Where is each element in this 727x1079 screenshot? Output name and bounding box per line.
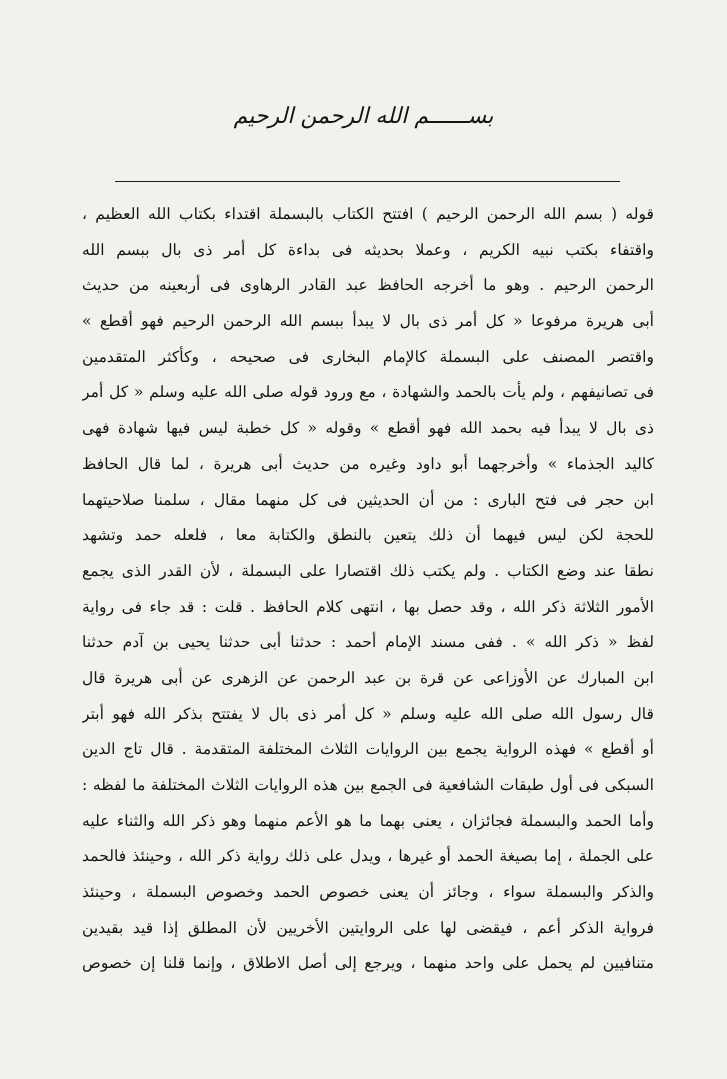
text-line: واقتفاء بكتب نبيه الكريم ، وعملا بحديثه فى بداءة كل أمر ذى بال ببسم الله [82, 240, 654, 259]
text-line: أبى هريرة مرفوعا « كل أمر ذى بال لا يبدأ ببسم الله الرحمن الرحيم فهو أقطع » [82, 312, 654, 331]
text-line: متنافيين لم يحمل على واحد منهما ، ويرجع إلى أصل الاطلاق ، وإنما قلنا إن خصوص [82, 954, 654, 973]
header-divider [115, 181, 620, 182]
text-line: على الجملة ، إما بصيغة الحمد أو غيرها ، ويدل على ذلك رواية ذكر الله ، وحينئذ فالحمد [82, 847, 654, 866]
body-text [82, 197, 654, 982]
text-line: فى تصانيفهم ، ولم يأت بالحمد والشهادة ، مع ورود قوله صلى الله عليه وسلم « كل أمر [82, 383, 654, 402]
text-line: للحجة لكن ليس فيهما أن ذلك يتعين بالنطق والكتابة معا ، فلعله حمد وتشهد [82, 526, 654, 545]
text-line: السبكى فى أول طبقات الشافعية فى الجمع بين هذه الروايات الثلاث المختلفة ما لفظه : [82, 776, 654, 794]
text-line: ابن حجر فى فتح البارى : من أن الحديثين فى كل منهما مقال ، سلمنا صلاحيتهما [82, 490, 654, 509]
text-line: وأما الحمد والبسملة فجائزان ، يعنى بهما ما هو الأعم منهما وهو ذكر الله والثناء عليه [82, 811, 654, 830]
text-line: ذى بال لا يبدأ فيه بحمد الله فهو أقطع » وقوله « كل خطبة ليس فيها شهادة فهى [82, 419, 654, 438]
basmala-heading: بســــــم الله الرحمن الرحيم [233, 104, 494, 129]
text-line: قال رسول الله صلى الله عليه وسلم « كل أمر ذى بال لا يفتتح بذكر الله فهو أبتر [82, 704, 654, 723]
text-line: أو أقطع » فهذه الرواية يجمع بين الروايات الثلاث المختلفة المتقدمة . قال تاج الدين [82, 740, 654, 759]
text-line: قوله ( بسم الله الرحمن الرحيم ) افتتح الكتاب بالبسملة اقتداء بكتاب الله العظيم ، [82, 205, 654, 223]
text-line: كاليد الجذماء » وأخرجهما أبو داود وغيره من حديث أبى هريرة ، لما قال الحافظ [82, 454, 654, 473]
text-line: فرواية الذكر أعم ، فيقضى لها على الروايتين الأخريين لأن المطلق إذا قيد بقيدين [82, 918, 654, 937]
text-line: الأمور الثلاثة ذكر الله ، وقد حصل بها ، انتهى كلام الحافظ . قلت : قد جاء فى رواية [82, 597, 654, 616]
text-line: نطقا عند وضع الكتاب . ولم يكتب ذلك اقتصارا على البسملة ، لأن القدر الذى يجمع [82, 561, 654, 580]
text-line: والذكر والبسملة سواء ، وجائز أن يعنى خصوص الحمد وخصوص البسملة ، وحينئذ [82, 883, 654, 902]
text-line: لفظ « ذكر الله » . ففى مسند الإمام أحمد : حدثنا أبى حدثنا يحيى بن آدم حدثنا [82, 633, 654, 652]
text-line: ابن المبارك عن الأوزاعى عن قرة بن عبد الرحمن عن الزهرى عن أبى هريرة قال [82, 668, 654, 687]
text-line: واقتصر المصنف على البسملة كالإمام البخارى فى صحيحه ، وكأكثر المتقدمين [82, 347, 654, 366]
text-line: الرحمن الرحيم . وهو ما أخرجه الحافظ عبد القادر الرهاوى فى أربعينه من حديث [82, 276, 654, 295]
